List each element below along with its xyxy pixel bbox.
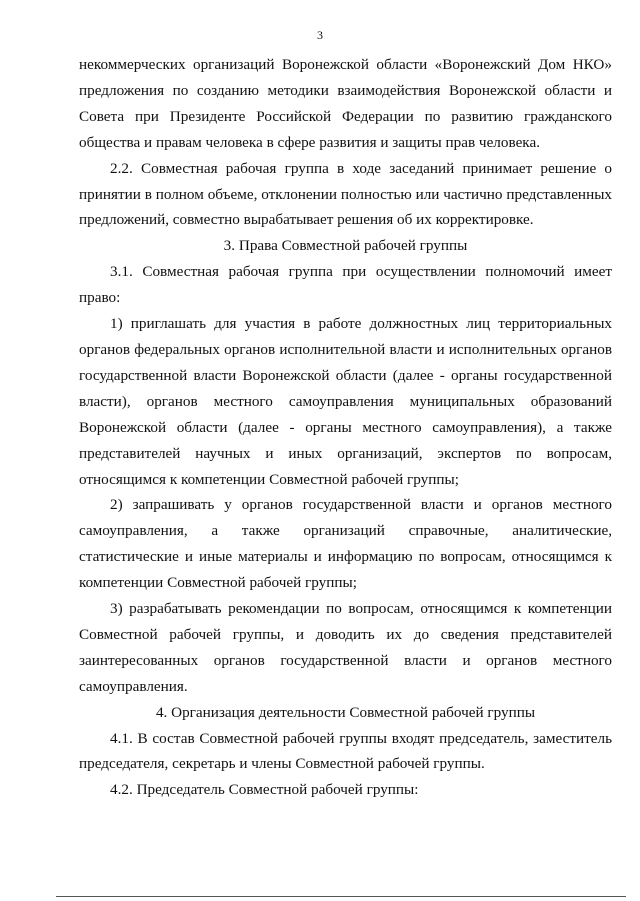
list-item-1: 1) приглашать для участия в работе должностных лиц территориальных органов федеральных органов исполнительной власти и исполнительных органов государственной власти Воронежской области (далее - органы государственной власти), органов местного самоуправления муниципальных образований Воронежской области (далее - органы местного самоуправления), а также представителей научных и иных организаций, экспертов по вопросам, относящимся к компетенции Совместной рабочей группы; bbox=[79, 315, 612, 488]
list-item-3: 3) разрабатывать рекомендации по вопросам, относящимся к компетенции Совместной рабочей группы, и доводить их до сведения представителей заинтересованных органов государственной власти и органов местного самоуправления. bbox=[79, 600, 612, 695]
paragraph-4-1: 4.1. В состав Совместной рабочей группы входят председатель, заместитель председателя, секретарь и члены Совместной рабочей группы. bbox=[79, 729, 612, 773]
paragraph-3-1: 3.1. Совместная рабочая группа при осуществлении полномочий имеет право: bbox=[79, 263, 612, 307]
section-heading-4: 4. Организация деятельности Совместной рабочей группы bbox=[155, 703, 536, 721]
paragraph-continued: некоммерческих организаций Воронежской области «Воронежский Дом НКО» предложения по созданию методики взаимодействия Воронежской области и Совета при Президенте Российской Федерации по развитию гражданского общества и правам человека в сфере развития и защиты прав человека. bbox=[79, 56, 612, 151]
paragraph-2-2: 2.2. Совместная рабочая группа в ходе заседаний принимает решение о принятии в полном объеме, отклонении полностью или частично представленных предложений, совместно вырабатывает решения об их корректировке. bbox=[79, 159, 612, 229]
page-number: 3 bbox=[317, 28, 323, 42]
scan-edge-line bbox=[56, 896, 626, 897]
list-item-2: 2) запрашивать у органов государственной власти и органов местного самоуправления, а также организаций справочные, аналитические, статистические и иные материалы и информацию по вопросам, относящимся к компетенции Совместной рабочей группы; bbox=[79, 496, 612, 592]
section-heading-3: 3. Права Совместной рабочей группы bbox=[223, 237, 468, 255]
document-body bbox=[79, 52, 612, 803]
paragraph-4-2: 4.2. Председатель Совместной рабочей группы: bbox=[110, 781, 419, 799]
